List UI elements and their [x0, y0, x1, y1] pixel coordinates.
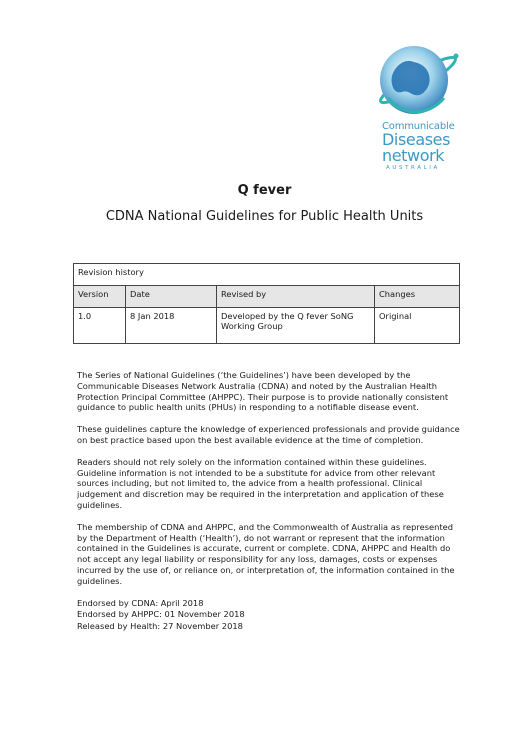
table-cell-changes: Original: [375, 308, 460, 344]
globe-icon: [366, 38, 466, 123]
guidelines-body: [77, 370, 462, 632]
table-row: [74, 308, 460, 344]
logo-line-3: network: [382, 146, 445, 165]
paragraph-knowledge: These guidelines capture the knowledge of experienced professionals and provide guidance on best practice based upon the best available evidence at the time of completion.: [77, 424, 460, 445]
revision-history-caption: Revision history: [74, 264, 460, 286]
document-subtitle: CDNA National Guidelines for Public Health Units: [105, 209, 424, 224]
logo-line-2: Diseases: [382, 130, 451, 149]
paragraph-disclaimer: The membership of CDNA and AHPPC, and the Commonwealth of Australia as represented by the Department of Health (‘Health’), do not warrant or represent that the information contained in the Guidelines is accurate, current or complete. CDNA, AHPPC and Health do not accept any legal liability or responsibility for any loss, damages, costs or expenses incurred by the use of, or reliance on, or interpretation of, the information contained in the guidelines.: [77, 521, 455, 586]
table-header-date: Date: [126, 286, 217, 308]
endorsement-block: [77, 598, 462, 633]
release-health: Released by Health: 27 November 2018: [77, 620, 243, 631]
document-title: Q fever: [237, 183, 292, 198]
paragraph-series: The Series of National Guidelines (‘the Guidelines’) have been developed by the Communicable Diseases Network Australia (CDNA) and noted by the Australian Health Protection Principal Committee (AHPPC). Their purpose is to provide nationally consistent guidance to public health units (PHUs) in responding to a notifiable disease event.: [77, 370, 449, 413]
table-header-version: Version: [74, 286, 126, 308]
cdna-logo: [366, 38, 466, 176]
table-cell-version: 1.0: [74, 308, 126, 344]
table-cell-date: 8 Jan 2018: [126, 308, 217, 344]
endorsement-cdna: Endorsed by CDNA: April 2018: [77, 597, 204, 608]
paragraph-readers: Readers should not rely solely on the information contained within these guidelines. Guideline information is not intended to be a substitute for advice from other relevant sources including, but not limited to, the advice from a health professional. Clinical judgement and discretion may be required in the interpretation and application of these guidelines.: [77, 456, 444, 510]
logo-line-1: Communicable: [382, 121, 455, 132]
table-cell-revised-by: Developed by the Q fever SoNG Working Group: [217, 308, 375, 344]
table-header-revised-by: Revised by: [217, 286, 375, 308]
revision-history-table: [73, 263, 460, 344]
table-header-changes: Changes: [375, 286, 460, 308]
endorsement-ahppc: Endorsed by AHPPC: 01 November 2018: [77, 609, 245, 620]
logo-line-4: AUSTRALIA: [386, 165, 440, 171]
